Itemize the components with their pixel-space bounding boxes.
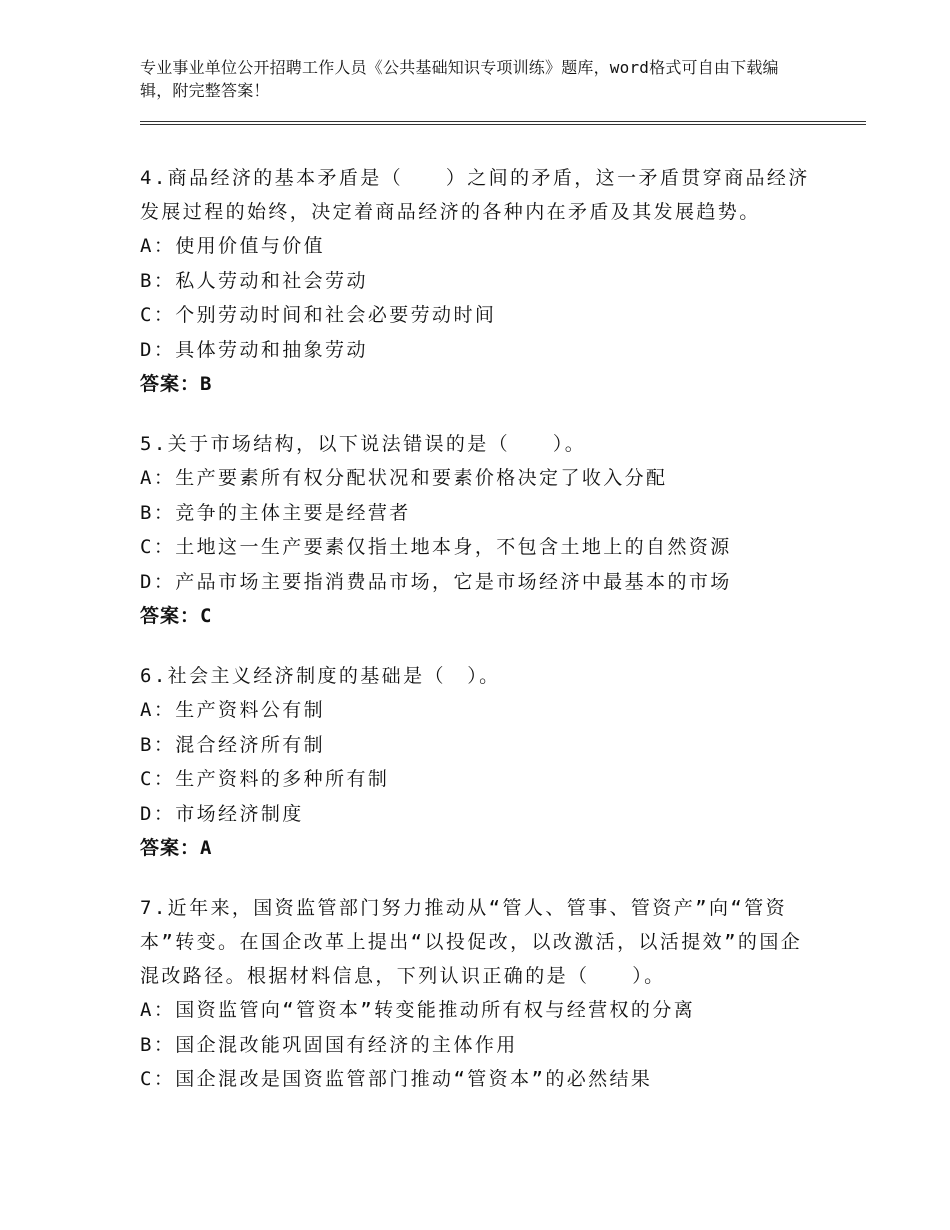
option-c: C：土地这一生产要素仅指土地本身，不包含土地上的自然资源 [140, 536, 732, 558]
answer-label: 答案：C [140, 605, 213, 627]
answer-label: 答案：A [140, 837, 213, 859]
question-7 [140, 891, 810, 1097]
option-c: C：生产资料的多种所有制 [140, 768, 390, 790]
question-6 [140, 659, 810, 865]
document-header: 专业事业单位公开招聘工作人员《公共基础知识专项训练》题库，word格式可自由下载编辑，附完整答案！ [140, 58, 779, 100]
question-stem: 4.商品经济的基本矛盾是（ ）之间的矛盾，这一矛盾贯穿商品经济发展过程的始终，决定着商品经济的各种内在矛盾及其发展趋势。 [140, 167, 810, 223]
option-a: A：生产资料公有制 [140, 699, 326, 721]
option-b: B：私人劳动和社会劳动 [140, 269, 368, 292]
option-a: A：国资监管向“管资本”转变能推动所有权与经营权的分离 [140, 999, 696, 1021]
option-c: C：国企混改是国资监管部门推动“管资本”的必然结果 [140, 1068, 653, 1090]
question-stem: 7.近年来，国资监管部门努力推动从“管人、管事、管资产”向“管资本”转变。在国企改革上提出“以投促改，以改激活，以活提效”的国企混改路径。根据材料信息，下列认识正确的是（ ）。 [140, 897, 803, 987]
option-c: C：个别劳动时间和社会必要劳动时间 [140, 304, 497, 326]
question-4 [140, 161, 810, 401]
option-d: D：产品市场主要指消费品市场，它是市场经济中最基本的市场 [140, 570, 732, 593]
question-list [140, 161, 810, 1123]
option-b: B：竞争的主体主要是经营者 [140, 501, 411, 524]
answer-label: 答案：B [140, 373, 213, 395]
option-b: B：国企混改能巩固国有经济的主体作用 [140, 1033, 518, 1056]
question-5 [140, 427, 810, 633]
header-divider [140, 121, 866, 125]
question-stem: 6.社会主义经济制度的基础是（ ）。 [140, 665, 501, 687]
option-a: A：使用价值与价值 [140, 235, 326, 257]
option-b: B：混合经济所有制 [140, 733, 326, 756]
option-d: D：具体劳动和抽象劳动 [140, 338, 368, 361]
option-d: D：市场经济制度 [140, 802, 304, 825]
question-stem: 5.关于市场结构，以下说法错误的是（ ）。 [140, 433, 587, 455]
option-a: A：生产要素所有权分配状况和要素价格决定了收入分配 [140, 467, 668, 489]
